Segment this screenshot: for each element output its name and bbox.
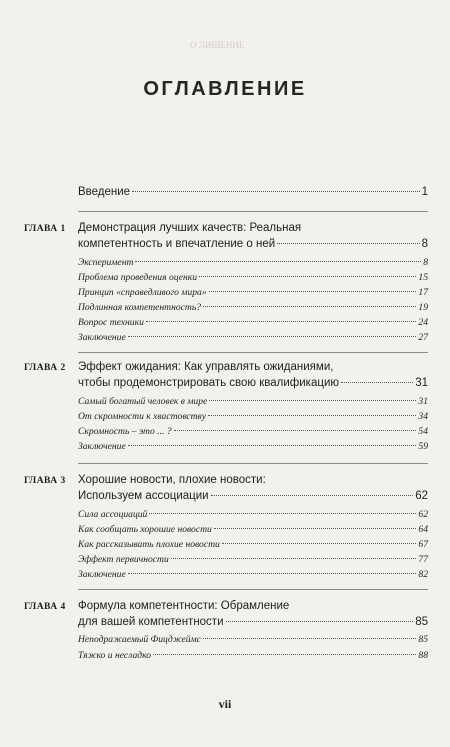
chapter-title-line1[interactable]: Демонстрация лучших качеств: Реальная <box>78 222 302 234</box>
section-page: 64 <box>418 524 428 535</box>
toc-section[interactable] <box>78 411 428 422</box>
toc-section[interactable] <box>78 426 428 437</box>
section-label: Как сообщать хорошие новости <box>78 524 212 535</box>
toc-section[interactable] <box>78 302 428 313</box>
toc-section[interactable] <box>78 524 428 535</box>
toc-intro[interactable] <box>78 186 428 198</box>
toc-section[interactable] <box>78 257 428 268</box>
section-page: 88 <box>418 650 428 661</box>
section-label: От скромности к хвастовству <box>78 411 206 422</box>
section-label: Заключение <box>78 569 126 580</box>
chapter-label: ГЛАВА 3 <box>24 476 66 486</box>
section-divider <box>78 463 428 464</box>
toc-section[interactable] <box>78 554 428 565</box>
section-page: 77 <box>418 554 428 565</box>
chapter-title-line2[interactable] <box>78 616 428 628</box>
dot-leader <box>149 513 416 514</box>
dot-leader <box>209 400 416 401</box>
dot-leader <box>171 558 417 559</box>
page-title: ОГЛАВЛЕНИЕ <box>143 78 307 100</box>
section-page: 54 <box>418 426 428 437</box>
section-page: 31 <box>418 396 428 407</box>
chapter-title-text: чтобы продемонстрировать свою квалификацию <box>78 377 339 389</box>
toc-section[interactable] <box>78 539 428 550</box>
section-page: 8 <box>423 257 428 268</box>
dot-leader <box>135 261 421 262</box>
section-page: 17 <box>418 287 428 298</box>
chapter-title-line2[interactable] <box>78 377 428 389</box>
chapter-title-text: компетентность и впечатление о ней <box>78 238 276 250</box>
dot-leader <box>128 445 417 446</box>
dot-leader <box>128 336 417 337</box>
chapter-title-line2[interactable] <box>78 490 428 502</box>
section-label: Вопрос техники <box>78 317 144 328</box>
dot-leader <box>132 191 420 192</box>
chapter-page: 8 <box>421 238 428 250</box>
toc-section[interactable] <box>78 332 428 343</box>
chapter-page: 31 <box>415 377 428 389</box>
section-label: Принцип «справедливого мира» <box>78 287 207 298</box>
dot-leader <box>277 243 419 244</box>
dot-leader <box>222 543 417 544</box>
section-page: 15 <box>418 272 428 283</box>
section-label: Заключение <box>78 441 126 452</box>
chapter-title-line1[interactable]: Формула компетентности: Обрамление <box>78 600 290 612</box>
toc-section[interactable] <box>78 317 428 328</box>
chapter-page: 85 <box>415 616 428 628</box>
chapter-label: ГЛАВА 1 <box>24 224 66 234</box>
chapter-title-line1[interactable]: Эффект ожидания: Как управлять ожиданиями, <box>78 361 334 373</box>
section-page: 67 <box>418 539 428 550</box>
section-page: 34 <box>418 411 428 422</box>
chapter-label: ГЛАВА 2 <box>24 363 66 373</box>
dot-leader <box>211 495 414 496</box>
dot-leader <box>146 321 417 322</box>
toc-section[interactable] <box>78 396 428 407</box>
toc-section[interactable] <box>78 441 428 452</box>
section-divider <box>78 352 428 353</box>
section-page: 62 <box>418 509 428 520</box>
dot-leader <box>214 528 417 529</box>
dot-leader <box>199 276 416 277</box>
dot-leader <box>153 654 416 655</box>
dot-leader <box>174 430 417 431</box>
section-label: Подлинная компетентность? <box>78 302 201 313</box>
chapter-page: 62 <box>415 490 428 502</box>
toc-section[interactable] <box>78 569 428 580</box>
dot-leader <box>203 306 416 307</box>
toc-section[interactable] <box>78 509 428 520</box>
dot-leader <box>226 621 414 622</box>
section-page: 85 <box>418 634 428 645</box>
section-label: Сила ассоциаций <box>78 509 148 520</box>
chapter-title-line1[interactable]: Хорошие новости, плохие новости: <box>78 474 266 486</box>
section-label: Скромность – это ... ? <box>78 426 172 437</box>
bleed-through: О ЛИШЕНИЕ <box>190 40 245 50</box>
section-page: 19 <box>418 302 428 313</box>
dot-leader <box>203 638 416 639</box>
section-label: Неподражаемый Фицджеймс <box>78 634 201 645</box>
section-label: Как рассказывать плохие новости <box>78 539 220 550</box>
toc-section[interactable] <box>78 650 428 661</box>
section-label: Проблема проведения оценки <box>78 272 198 283</box>
chapter-title-line2[interactable] <box>78 238 428 250</box>
chapter-title-text: для вашей компетентности <box>78 616 224 628</box>
toc-section[interactable] <box>78 287 428 298</box>
section-label: Эффект первичности <box>78 554 169 565</box>
page-number: vii <box>218 697 232 711</box>
toc-section[interactable] <box>78 634 428 645</box>
section-divider <box>78 589 428 590</box>
dot-leader <box>208 415 416 416</box>
section-page: 82 <box>418 569 428 580</box>
section-divider <box>78 211 428 212</box>
section-label: Заключение <box>78 332 126 343</box>
toc-section[interactable] <box>78 272 428 283</box>
dot-leader <box>341 382 413 383</box>
section-label: Тяжко и несладко <box>78 650 152 661</box>
section-page: 59 <box>418 441 428 452</box>
dot-leader <box>209 291 417 292</box>
chapter-label: ГЛАВА 4 <box>24 602 66 612</box>
toc-intro-label: Введение <box>78 186 131 198</box>
section-label: Эксперимент <box>78 257 134 268</box>
section-page: 24 <box>418 317 428 328</box>
section-page: 27 <box>418 332 428 343</box>
chapter-title-text: Используем ассоциации <box>78 490 209 502</box>
dot-leader <box>128 573 417 574</box>
toc-intro-page: 1 <box>421 186 428 198</box>
section-label: Самый богатый человек в мире <box>78 396 208 407</box>
